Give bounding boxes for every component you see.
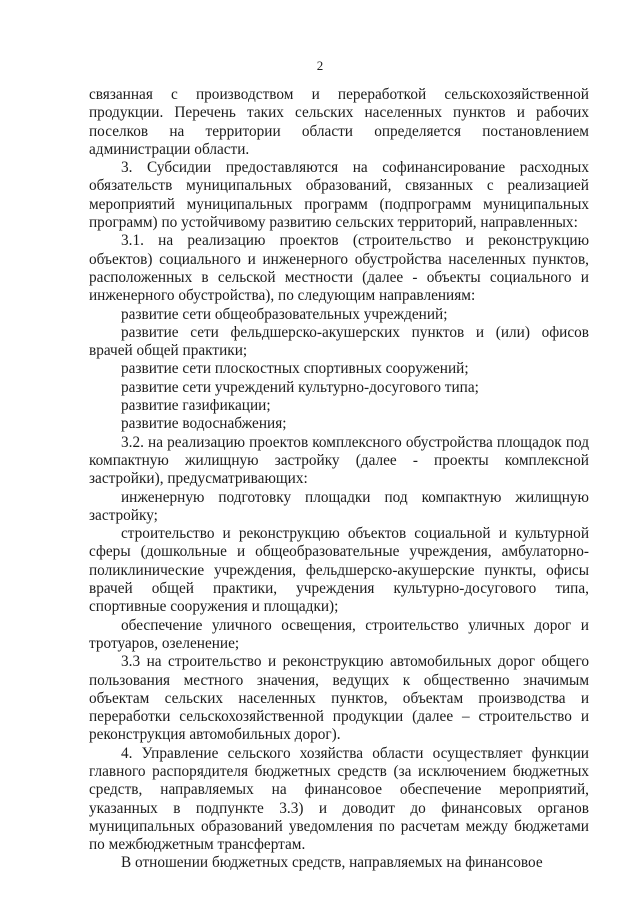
list-item-social-construction: строительство и реконструкцию объектов социальной и культурной сферы (дошкольные и общеобразовательные учреждения, амбулаторно-поликлинические учреждения, фельдшерско-акушерские пункты, офисы врачей общей практики, учреждения культурно-досугового типа, спортивные сооружения и площадки); <box>89 525 589 616</box>
document-body <box>89 86 589 873</box>
paragraph-3-1: 3.1. на реализацию проектов (строительство и реконструкцию объектов) социального и инженерного обустройства населенных пунктов, расположенных в сельской местности (далее - объекты социального и инженерного обустройства), по следующим направлениям: <box>89 232 589 305</box>
list-item-sports: развитие сети плоскостных спортивных сооружений; <box>121 360 469 378</box>
paragraph-3: 3. Субсидии предоставляются на софинансирование расходных обязательств муниципальных образований, связанных с реализацией мероприятий муниципальных программ (подпрограмм муниципальных программ) по устойчивому развитию сельских территорий, направленных: <box>89 159 589 232</box>
list-item-education: развитие сети общеобразовательных учреждений; <box>121 305 448 323</box>
paragraph-4: 4. Управление сельского хозяйства области осуществляет функции главного распорядителя бюджетных средств (за исключением бюджетных средств, направляемых на финансовое обеспечение мероприятий, указанных в подпункте 3.3) и доводит до финансовых органов муниципальных образований уведомления по расчетам между бюджетами по межбюджетным трансфертам. <box>89 744 589 854</box>
list-item-lighting: обеспечение уличного освещения, строительство уличных дорог и тротуаров, озеленение; <box>89 616 589 652</box>
list-item-culture: развитие сети учреждений культурно-досугового типа; <box>121 378 479 396</box>
list-item-gas: развитие газификации; <box>121 397 271 415</box>
list-item-water: развитие водоснабжения; <box>121 415 287 433</box>
paragraph-continuation: связанная с производством и переработкой сельскохозяйственной продукции. Перечень таких сельских населенных пунктов и рабочих поселков на территории области определяется постановлением администрации области. <box>89 86 589 158</box>
paragraph-3-2: 3.2. на реализацию проектов комплексного обустройства площадок под компактную жилищную застройку (далее - проекты комплексной застройки), предусматривающих: <box>89 433 589 488</box>
paragraph-final: В отношении бюджетных средств, направляемых на финансовое <box>121 854 543 872</box>
page-number: 2 <box>316 58 324 73</box>
list-item-site-preparation: инженерную подготовку площадки под компактную жилищную застройку; <box>89 488 589 524</box>
list-item-medical: развитие сети фельдшерско-акушерских пунктов и (или) офисов врачей общей практики; <box>89 323 589 360</box>
paragraph-3-3: 3.3 на строительство и реконструкцию автомобильных дорог общего пользования местного значения, ведущих к общественно значимым объектам сельских населенных пунктов, объектам производства и переработки сельскохозяйственной продукции (далее – строительство и реконструкция автомобильных дорог). <box>89 653 589 744</box>
